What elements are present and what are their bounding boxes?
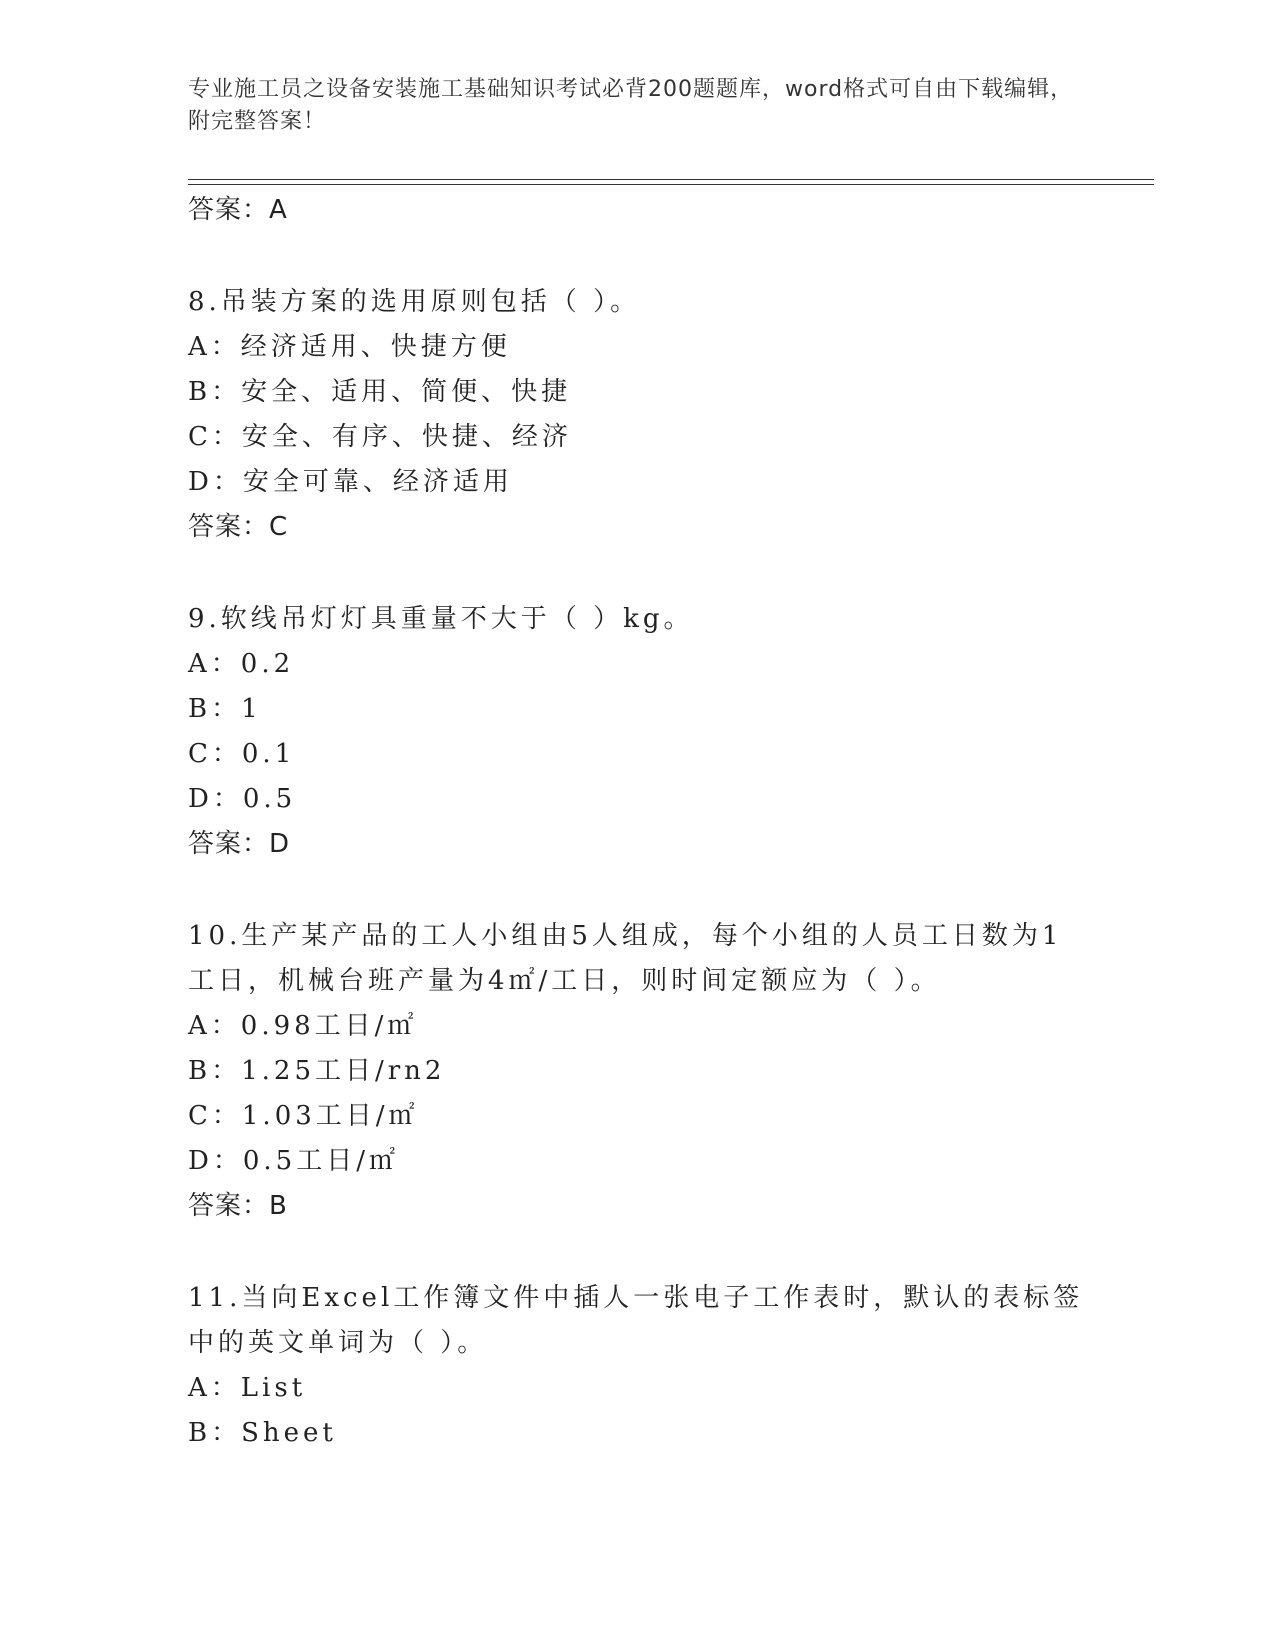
question-item	[188, 914, 1088, 1228]
header-divider-top	[188, 179, 1154, 180]
question-text: 11.当向Excel工作簿文件中插人一张电子工作表时，默认的表标签中的英文单词为（ ）。	[188, 1283, 1084, 1358]
answer-line: 答案：C	[188, 512, 289, 542]
question-text: 10.生产某产品的工人小组由5人组成，每个小组的人员工日数为1工日，机械台班产量为4㎡/工日，则时间定额应为（ ）。	[188, 921, 1063, 996]
option-c: C：安全、有序、快捷、经济	[188, 422, 572, 452]
document-title: 专业施工员之设备安装施工基础知识考试必背200题题库，word格式可自由下载编辑，附完整答案！	[188, 77, 1074, 134]
question-text: 9.软线吊灯灯具重量不大于（ ）kg。	[188, 604, 694, 634]
option-b: B：1.25工日/rn2	[188, 1056, 446, 1086]
option-a: A：0.2	[188, 649, 295, 679]
answer-line: 答案：D	[188, 829, 291, 859]
option-d: D：安全可靠、经济适用	[188, 467, 513, 497]
answer-line: 答案：A	[188, 195, 288, 225]
question-item	[188, 1276, 1088, 1456]
option-c: C：0.1	[188, 739, 296, 769]
option-b: B：1	[188, 694, 262, 724]
question-item	[188, 597, 1088, 866]
answer-line: 答案：B	[188, 1191, 288, 1221]
option-d: D：0.5工日/㎡	[188, 1146, 399, 1176]
question-item	[188, 280, 1088, 549]
option-c: C：1.03工日/㎡	[188, 1101, 419, 1131]
option-a: A：List	[188, 1373, 307, 1403]
option-d: D：0.5	[188, 784, 297, 814]
question-text: 8.吊装方案的选用原则包括（ ）。	[188, 287, 641, 317]
option-b: B：安全、适用、简便、快捷	[188, 377, 572, 407]
header-divider-bottom	[188, 184, 1154, 185]
option-a: A：经济适用、快捷方便	[188, 332, 511, 362]
option-b: B：Sheet	[188, 1418, 337, 1448]
option-a: A：0.98工日/㎡	[188, 1011, 418, 1041]
question-list	[188, 188, 1088, 1456]
